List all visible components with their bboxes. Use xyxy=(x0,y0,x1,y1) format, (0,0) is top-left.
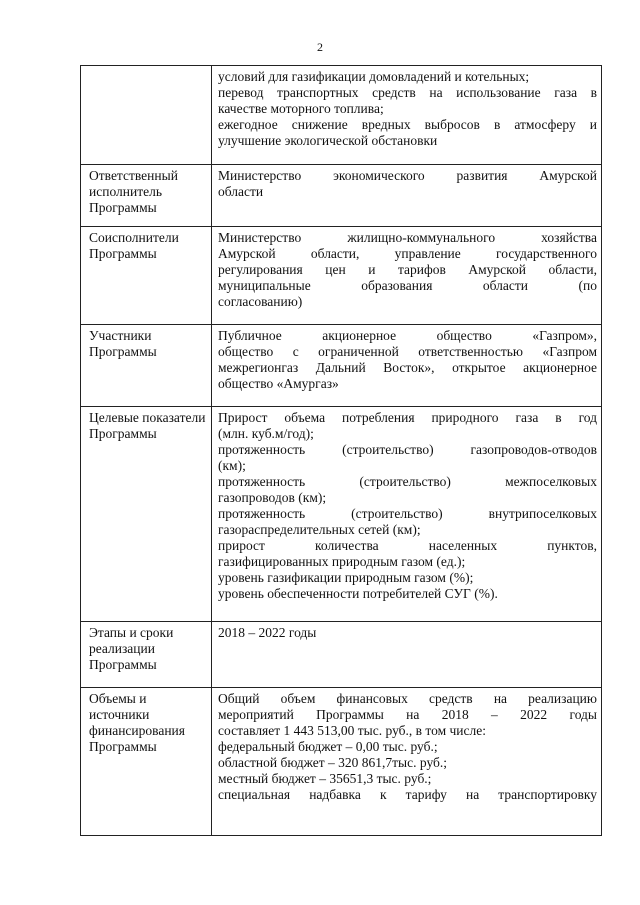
program-passport-table xyxy=(80,65,602,836)
content-line: специальная надбавка к тарифу на транспортировку xyxy=(218,787,597,802)
content-line: местный бюджет – 35651,3 тыс. руб.; xyxy=(218,771,432,786)
row-content-co-executors xyxy=(212,227,602,325)
row-label: Объемы и источники финансирования Программы xyxy=(81,688,212,836)
content-line: областной бюджет – 320 861,7тыс. руб.; xyxy=(218,755,448,770)
row-label: Участники Программы xyxy=(81,325,212,407)
content-line: газопроводов (км); xyxy=(218,490,327,505)
row-content-responsible-executor xyxy=(212,165,602,227)
content-line: общество с ограниченной ответственностью «Газпром xyxy=(218,344,597,359)
content-line: Общий объем финансовых средств на реализацию xyxy=(218,691,597,706)
content-line: протяженность (строительство) газопроводов-отводов xyxy=(218,442,597,457)
content-line: прирост количества населенных пунктов, xyxy=(218,538,597,553)
table-row xyxy=(81,165,602,227)
content-line: газифицированных природным газом (ед.); xyxy=(218,554,466,569)
table-row xyxy=(81,622,602,688)
content-line: качестве моторного топлива; xyxy=(218,101,384,116)
row-label: Ответственный исполнитель Программы xyxy=(81,165,212,227)
content-line: общество «Амургаз» xyxy=(218,376,339,391)
table-row xyxy=(81,66,602,165)
content-line: улучшение экологической обстановки xyxy=(218,133,438,148)
row-content-participants xyxy=(212,325,602,407)
content-line: ежегодное снижение вредных выбросов в атмосферу и xyxy=(218,117,597,132)
content-line: уровень газификации природным газом (%); xyxy=(218,570,474,585)
row-label: Целевые показатели Программы xyxy=(81,407,212,622)
table-row xyxy=(81,325,602,407)
row-label xyxy=(81,66,212,165)
content-line: согласованию) xyxy=(218,294,303,309)
content-line: межрегионгаз Дальний Восток», открытое акционерное xyxy=(218,360,597,375)
content-line: Прирост объема потребления природного газа в год xyxy=(218,410,597,425)
table-row xyxy=(81,227,602,325)
content-line: 2018 – 2022 годы xyxy=(218,625,317,640)
content-line: уровень обеспеченности потребителей СУГ (%). xyxy=(218,586,498,601)
table-row xyxy=(81,407,602,622)
content-line: условий для газификации домовладений и котельных; xyxy=(218,69,530,84)
content-line: Амурской области, управление государственного xyxy=(218,246,597,261)
row-content-expected-results xyxy=(212,66,602,165)
content-line: мероприятий Программы на 2018 – 2022 годы xyxy=(218,707,597,722)
content-line: федеральный бюджет – 0,00 тыс. руб.; xyxy=(218,739,438,754)
content-line: Министерство жилищно-коммунального хозяйства xyxy=(218,230,597,245)
row-content-stages-terms xyxy=(212,622,602,688)
row-label: Соисполнители Программы xyxy=(81,227,212,325)
table-row xyxy=(81,688,602,836)
page-number: 2 xyxy=(317,40,323,54)
content-line: перевод транспортных средств на использование газа в xyxy=(218,85,597,100)
content-line: газораспределительных сетей (км); xyxy=(218,522,421,537)
row-label: Этапы и сроки реализации Программы xyxy=(81,622,212,688)
content-line: области xyxy=(218,184,264,199)
content-line: (млн. куб.м/год); xyxy=(218,426,314,441)
content-line: Публичное акционерное общество «Газпром», xyxy=(218,328,597,343)
content-line: муниципальные образования области (по xyxy=(218,278,597,293)
content-line: регулирования цен и тарифов Амурской области, xyxy=(218,262,597,277)
row-content-financing xyxy=(212,688,602,836)
content-line: протяженность (строительство) внутрипоселковых xyxy=(218,506,597,521)
content-line: составляет 1 443 513,00 тыс. руб., в том числе: xyxy=(218,723,487,738)
content-line: Министерство экономического развития Амурской xyxy=(218,168,597,183)
content-line: (км); xyxy=(218,458,246,473)
content-line: протяженность (строительство) межпоселковых xyxy=(218,474,597,489)
row-content-target-indicators xyxy=(212,407,602,622)
